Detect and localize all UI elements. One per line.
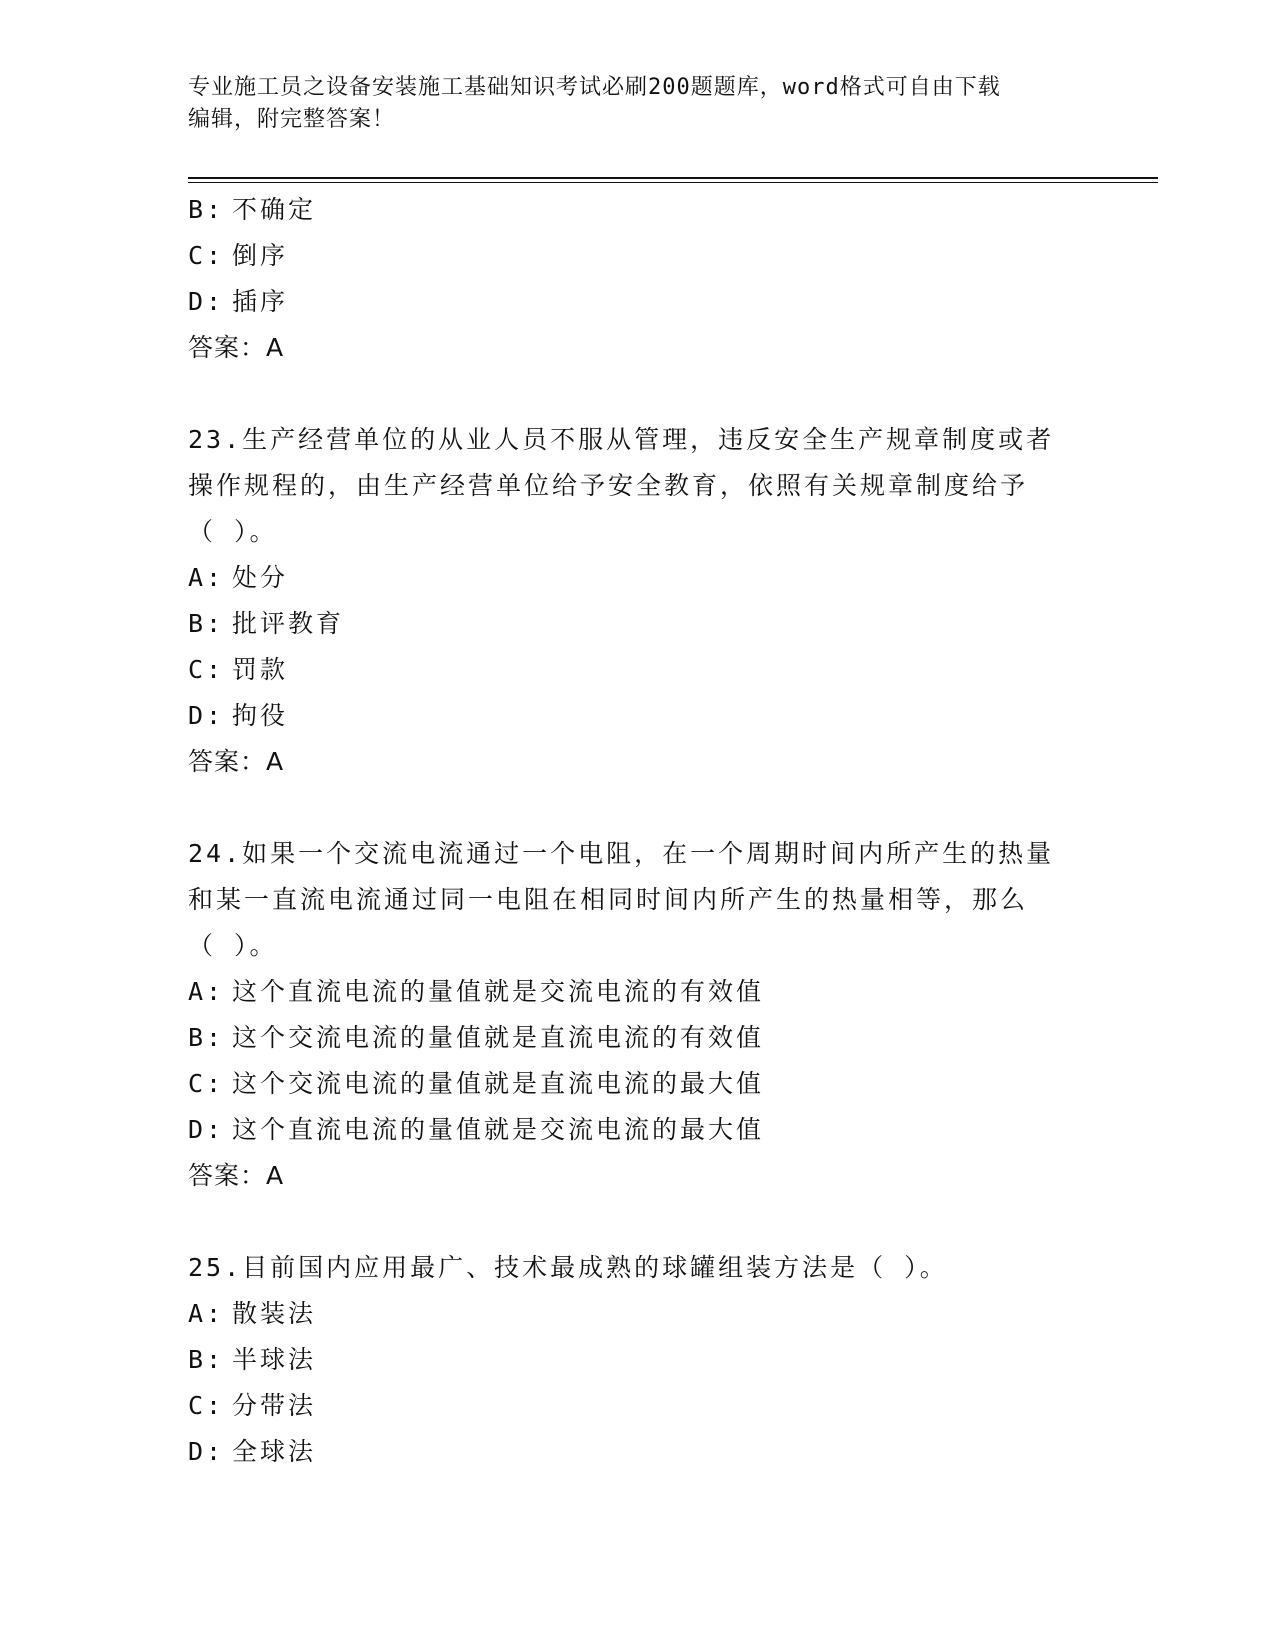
header-divider-thin	[188, 182, 1158, 183]
option-text: 散装法	[232, 1299, 317, 1328]
option-text: 倒序	[232, 241, 289, 270]
question-25-block	[188, 1245, 1088, 1475]
question-text-line-1: 24.如果一个交流电流通过一个电阻，在一个周期时间内所产生的热量	[188, 839, 1055, 868]
option-label: D:	[188, 287, 225, 316]
option-label: B:	[188, 195, 225, 224]
option-c	[188, 1383, 1088, 1429]
option-text: 批评教育	[232, 609, 345, 638]
option-label: C:	[188, 1069, 225, 1098]
question-text-line-2: 和某一直流电流通过同一电阻在相同时间内所产生的热量相等，那么	[188, 885, 1029, 914]
option-b	[188, 601, 1088, 647]
option-text: 不确定	[232, 195, 317, 224]
option-text: 插序	[232, 287, 289, 316]
question-24-block	[188, 831, 1088, 1199]
option-label: A:	[188, 977, 225, 1006]
question-text-line-1: 23.生产经营单位的从业人员不服从管理，违反安全生产规章制度或者	[188, 425, 1055, 454]
option-text: 处分	[232, 563, 289, 592]
option-text: 半球法	[232, 1345, 317, 1374]
option-a	[188, 555, 1088, 601]
option-b	[188, 187, 1088, 233]
option-label: A:	[188, 563, 225, 592]
option-text: 这个直流电流的量值就是交流电流的最大值	[232, 1115, 765, 1144]
header-line-1: 专业施工员之设备安装施工基础知识考试必刷200题题库，word格式可自由下载	[188, 75, 1001, 100]
question-text-line-3: （ ）。	[188, 517, 278, 546]
spacer	[188, 785, 1088, 831]
option-c	[188, 233, 1088, 279]
header-divider-thick	[188, 177, 1158, 179]
spacer	[188, 371, 1088, 417]
answer-line: 答案：A	[188, 747, 285, 776]
option-d	[188, 1429, 1088, 1475]
option-label: D:	[188, 701, 225, 730]
option-a	[188, 969, 1088, 1015]
option-b	[188, 1337, 1088, 1383]
answer-line: 答案：A	[188, 1161, 285, 1190]
option-label: B:	[188, 1345, 225, 1374]
option-label: B:	[188, 1023, 225, 1052]
option-label: D:	[188, 1115, 225, 1144]
option-label: B:	[188, 609, 225, 638]
question-23-block	[188, 417, 1088, 785]
option-text: 这个交流电流的量值就是直流电流的最大值	[232, 1069, 765, 1098]
option-d	[188, 1107, 1088, 1153]
document-header	[188, 72, 1068, 136]
option-d	[188, 279, 1088, 325]
question-text-line-2: 操作规程的，由生产经营单位给予安全教育，依照有关规章制度给予	[188, 471, 1029, 500]
option-text: 全球法	[232, 1437, 317, 1466]
option-d	[188, 693, 1088, 739]
option-text: 罚款	[232, 655, 289, 684]
answer-line: 答案：A	[188, 333, 285, 362]
header-line-2: 编辑，附完整答案！	[188, 107, 396, 132]
option-a	[188, 1291, 1088, 1337]
option-text: 这个直流电流的量值就是交流电流的有效值	[232, 977, 765, 1006]
option-b	[188, 1015, 1088, 1061]
question-content	[188, 187, 1088, 1475]
question-text-line-1: 25.目前国内应用最广、技术最成熟的球罐组装方法是（ ）。	[188, 1253, 948, 1282]
option-label: C:	[188, 241, 225, 270]
option-label: C:	[188, 655, 225, 684]
option-text: 拘役	[232, 701, 289, 730]
option-text: 这个交流电流的量值就是直流电流的有效值	[232, 1023, 765, 1052]
option-text: 分带法	[232, 1391, 317, 1420]
question-text-line-3: （ ）。	[188, 931, 278, 960]
option-c	[188, 647, 1088, 693]
question-22-block	[188, 187, 1088, 371]
option-label: C:	[188, 1391, 225, 1420]
option-label: D:	[188, 1437, 225, 1466]
option-c	[188, 1061, 1088, 1107]
spacer	[188, 1199, 1088, 1245]
option-label: A:	[188, 1299, 225, 1328]
